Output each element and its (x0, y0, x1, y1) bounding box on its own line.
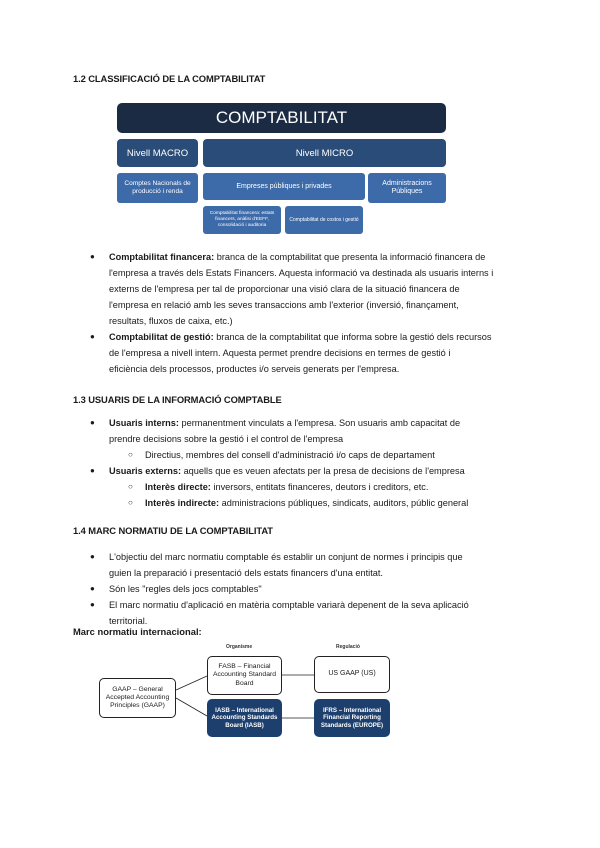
bullet-icon: ● (90, 466, 95, 475)
list-item-financial-accounting (109, 249, 528, 329)
diagram-node-gaap: GAAP – General Accepted Accounting Principles (GAAP) (99, 678, 176, 718)
text-line: guien la preparació i presentació dels estats financers d'una entitat. (109, 568, 383, 578)
list-item-accounting-rules: Són les "regles dels jocs comptables" (109, 584, 262, 594)
bullet-icon: ● (90, 418, 95, 427)
hollow-bullet-icon: ○ (128, 498, 133, 507)
diagram-title-comptabilitat: COMPTABILITAT (117, 103, 446, 133)
bullet-icon: ● (90, 584, 95, 593)
diagram-node-micro: Nivell MICRO (203, 139, 446, 167)
diagram-node-ifrs: IFRS – International Financial Reporting Standards (EUROPE) (314, 699, 390, 737)
term-financial-accounting: Comptabilitat financera: (109, 252, 215, 262)
sub-item-indirect-interest (145, 495, 468, 511)
text-line: branca de la comptabilitat que informa sobre la gestió dels recursos (213, 332, 492, 342)
text-line: l'empresa en relació amb les seves transaccions amb l'exterior (inversió, finançament, (109, 300, 459, 310)
list-item-external-users (109, 463, 465, 479)
list-item-internal-users (109, 415, 528, 447)
text-line: prendre decisions sobre la gestió i el control de l'empresa (109, 434, 344, 444)
diagram-node-macro: Nivell MACRO (117, 139, 198, 167)
list-item-territorial-application (109, 597, 528, 629)
diagram-node-management-accounting: Comptabilitat de costos i gestió (285, 206, 363, 234)
text-line: branca de la comptabilitat que presenta la informació financera de (214, 252, 486, 262)
diagram-node-national-accounts: Comptes Nacionals de producció i renda (117, 173, 198, 203)
text-line: de l'empresa a nivell intern. Aquesta permet prendre decisions en termes de gestió i (109, 348, 451, 358)
text-line: l'empresa a través dels Estats Financers. Aquesta informació va destinada als usuaris interns i (109, 268, 494, 278)
section-heading-classification: 1.2 CLASSIFICACIÓ DE LA COMPTABILITAT (73, 73, 266, 84)
term-direct-interest: Interès directe: (145, 482, 211, 492)
text-line: externs de l'empresa per tal de proporcionar una visió clara de la situació financera de (109, 284, 460, 294)
text-line: resultats, fluxos de caixa, etc.) (109, 316, 233, 326)
connector-gaap-iasb (176, 698, 207, 716)
text-line: aquells que es veuen afectats per la presa de decisions de l'empresa (181, 466, 465, 476)
text-line: administracions públiques, sindicats, auditors, públic general (219, 498, 469, 508)
diagram-node-companies: Empreses públiques i privades (203, 173, 365, 200)
text-line: El marc normatiu d'aplicació en matèria comptable variarà depenent de la seva aplicació (109, 600, 469, 610)
diagram-node-public-admin: Administracions Públiques (368, 173, 446, 203)
diagram-node-financial-accounting: Comptabilitat financera: estats financers, anàlisi d'EEFF, consolidació i auditoria (203, 206, 281, 234)
bullet-icon: ● (90, 332, 95, 341)
bullet-icon: ● (90, 600, 95, 609)
term-internal-users: Usuaris interns: (109, 418, 179, 428)
column-header-organization: Organisme (226, 644, 253, 650)
text-line: permanentment vinculats a l'empresa. Son usuaris amb capacitat de (178, 418, 461, 428)
term-indirect-interest: Interès indirecte: (145, 498, 220, 508)
column-header-regulation: Regulació (336, 644, 360, 650)
bullet-icon: ● (90, 252, 95, 261)
sub-item-direct-interest (145, 479, 428, 495)
term-management-accounting: Comptabilitat de gestió: (109, 332, 214, 342)
international-framework-label: Marc normatiu internacional: (73, 626, 202, 637)
term-external-users: Usuaris externs: (109, 466, 182, 476)
diagram-node-fasb: FASB – Financial Accounting Standard Board (207, 656, 282, 695)
list-item-management-accounting (109, 329, 528, 377)
connector-gaap-fasb (176, 676, 207, 690)
diagram-node-us-gaap: US GAAP (US) (314, 656, 390, 693)
text-line: eficiència dels processos, productes i/o serveis generats per l'empresa. (109, 364, 400, 374)
sub-item-directors: Directius, membres del consell d'administració i/o caps de departament (145, 450, 435, 460)
section-heading-regulatory-framework: 1.4 MARC NORMATIU DE LA COMPTABILITAT (73, 525, 273, 536)
list-item-framework-objective (109, 549, 528, 581)
hollow-bullet-icon: ○ (128, 450, 133, 459)
hollow-bullet-icon: ○ (128, 482, 133, 491)
text-line: territorial. (109, 616, 148, 626)
text-line: L'objectiu del marc normatiu comptable és establir un conjunt de normes i principis que (109, 552, 463, 562)
diagram-node-iasb: IASB – International Accounting Standards Board (IASB) (207, 699, 282, 737)
section-heading-users: 1.3 USUARIS DE LA INFORMACIÓ COMPTABLE (73, 394, 282, 405)
text-line: inversors, entitats financeres, deutors i creditors, etc. (210, 482, 429, 492)
bullet-icon: ● (90, 552, 95, 561)
